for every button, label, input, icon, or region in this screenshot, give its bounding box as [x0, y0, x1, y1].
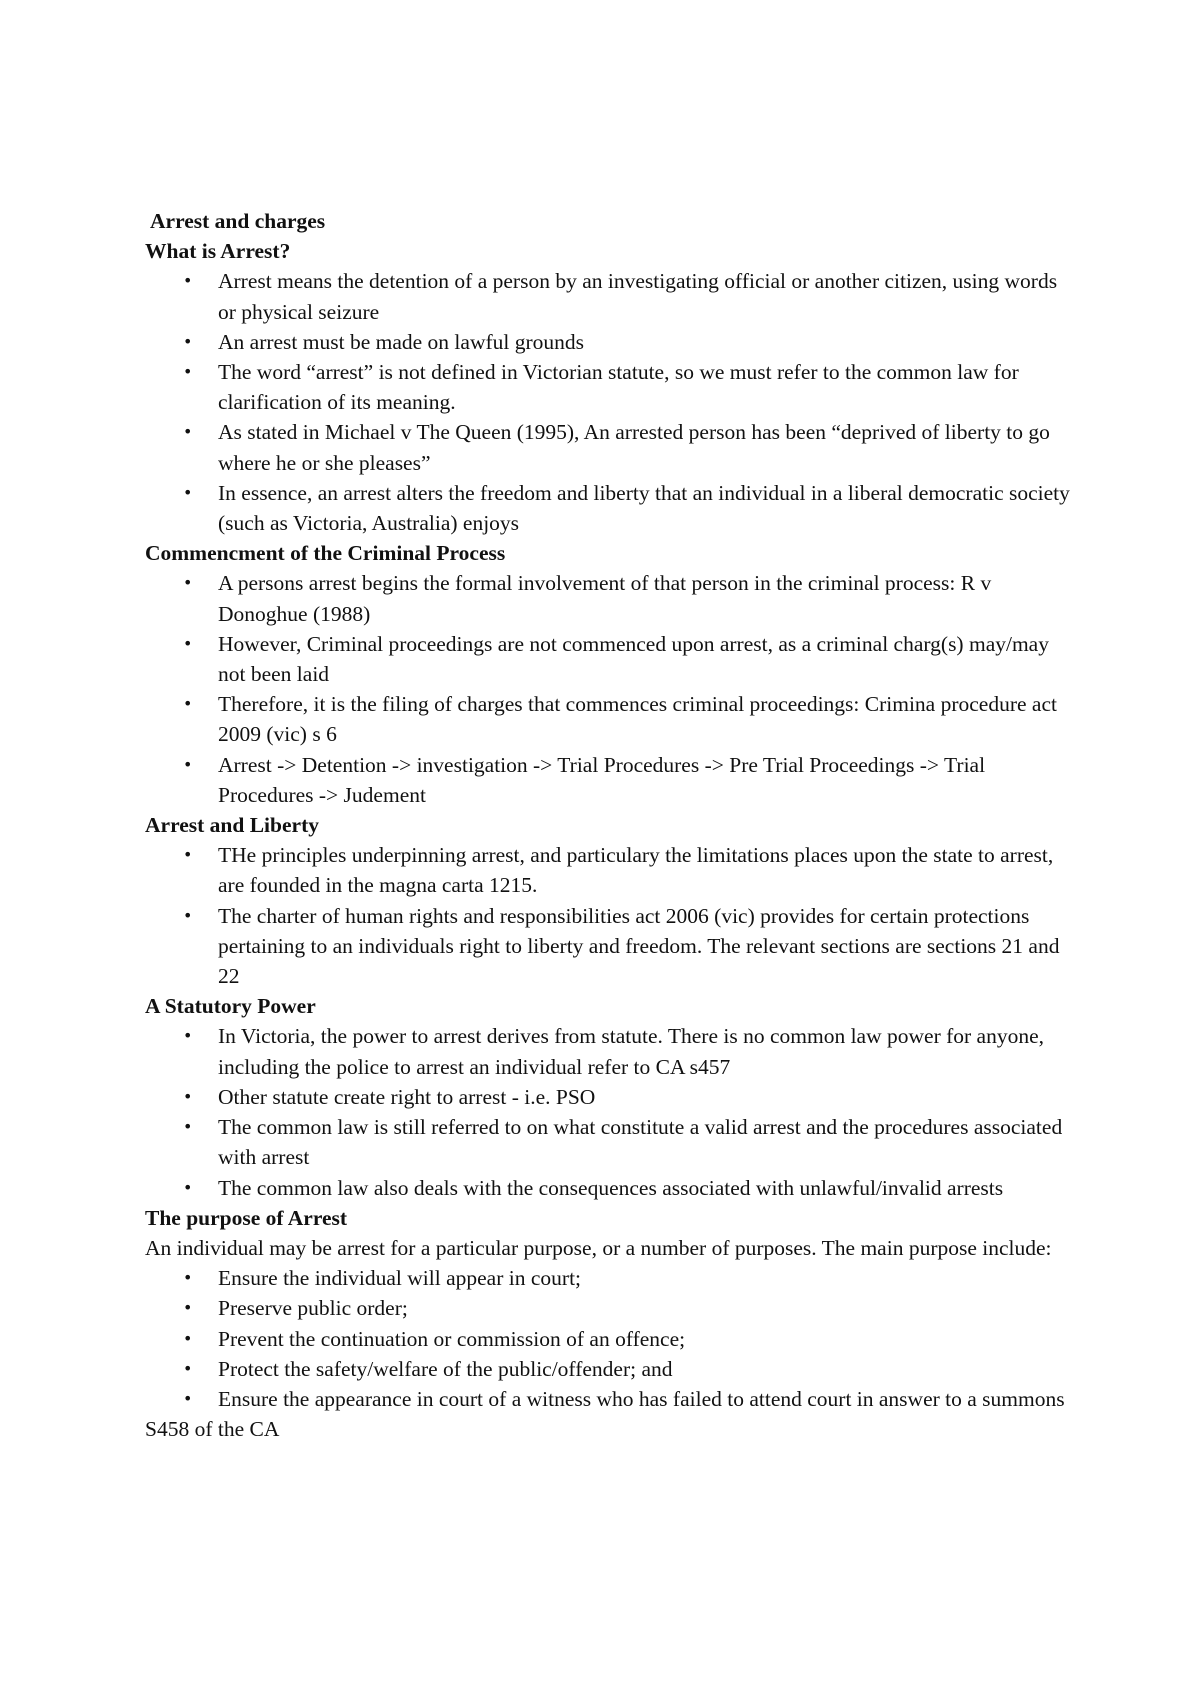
bullet-text: Protect the safety/welfare of the public/offender; and — [218, 1356, 673, 1381]
bullet-item — [145, 1263, 1075, 1293]
bullet-icon: • — [183, 905, 193, 925]
bullet-item — [145, 266, 1075, 326]
section-intro-paragraph: An individual may be arrest for a particular purpose, or a number of purposes. The main purpose include: — [145, 1235, 1052, 1260]
bullet-text: A persons arrest begins the formal involvement of that person in the criminal process: R v Donoghue (1988) — [218, 571, 992, 626]
bullet-item — [145, 478, 1075, 538]
section-heading: Commencment of the Criminal Process — [145, 541, 506, 566]
bullet-icon: • — [183, 573, 193, 593]
bullet-text: Preserve public order; — [218, 1296, 408, 1321]
section-heading: A Statutory Power — [145, 994, 316, 1019]
bullet-text: THe principles underpinning arrest, and particulary the limitations places upon the state to arrest, are founded in the magna carta 1215. — [218, 843, 1054, 898]
bullet-icon: • — [183, 1388, 193, 1408]
bullet-text: The common law also deals with the consequences associated with unlawful/invalid arrests — [218, 1175, 1004, 1200]
document-title: Arrest and charges — [150, 209, 326, 233]
bullet-item — [145, 840, 1075, 900]
bullet-item — [145, 1324, 1075, 1354]
bullet-text: However, Criminal proceedings are not commenced upon arrest, as a criminal charg(s) may/may not been laid — [218, 631, 1049, 687]
bullet-text: In essence, an arrest alters the freedom and liberty that an individual in a liberal democratic society (such as Victoria, Australia) enjoys — [218, 480, 1070, 536]
document-body — [145, 236, 1075, 1444]
bullet-icon: • — [183, 331, 193, 351]
bullet-icon: • — [183, 1268, 193, 1288]
bullet-text: Ensure the individual will appear in court; — [218, 1266, 582, 1291]
bullet-icon: • — [183, 1358, 193, 1378]
bullet-icon: • — [183, 845, 193, 865]
section-heading: What is Arrest? — [145, 239, 291, 264]
bullet-text: The word “arrest” is not defined in Victorian statute, so we must refer to the common law for clarification of its meaning. — [218, 360, 1019, 415]
section-heading: Arrest and Liberty — [145, 813, 319, 838]
bullet-item — [145, 750, 1075, 810]
bullet-text: Arrest means the detention of a person by an investigating official or another citizen, using words or physical seizure — [218, 269, 1058, 324]
bullet-text: The common law is still referred to on what constitute a valid arrest and the procedures associated with arrest — [218, 1115, 1063, 1170]
bullet-icon: • — [183, 362, 193, 382]
bullet-list — [145, 840, 1075, 991]
bullet-icon: • — [183, 1086, 193, 1106]
bullet-text: Ensure the appearance in court of a witness who has failed to attend court in answer to a summons — [218, 1386, 1065, 1411]
bullet-text: Prevent the continuation or commission of an offence; — [218, 1326, 686, 1351]
bullet-icon: • — [183, 422, 193, 442]
bullet-item — [145, 1112, 1075, 1172]
bullet-icon: • — [183, 694, 193, 714]
bullet-item — [145, 357, 1075, 417]
bullet-text: Arrest -> Detention -> investigation -> Trial Procedures -> Pre Trial Proceedings -> Trial Procedures -> Judement — [218, 752, 986, 807]
bullet-item — [145, 568, 1075, 628]
bullet-item — [145, 629, 1075, 689]
bullet-icon: • — [183, 271, 193, 291]
bullet-icon: • — [183, 1117, 193, 1137]
bullet-icon: • — [183, 1026, 193, 1046]
bullet-text: In Victoria, the power to arrest derives from statute. There is no common law power for anyone, including the police to arrest an individual refer to CA s457 — [218, 1024, 1045, 1079]
section-outro-paragraph: S458 of the CA — [145, 1417, 280, 1442]
bullet-item — [145, 1354, 1075, 1384]
bullet-icon: • — [183, 482, 193, 502]
bullet-item — [145, 1082, 1075, 1112]
bullet-item — [145, 1293, 1075, 1323]
bullet-item — [145, 689, 1075, 749]
document-page — [145, 206, 1075, 1444]
bullet-text: The charter of human rights and responsibilities act 2006 (vic) provides for certain protections pertaining to an individuals right to liberty and freedom. The relevant sections are sections 21 and 22 — [218, 903, 1060, 989]
bullet-icon: • — [183, 754, 193, 774]
bullet-icon: • — [183, 1328, 193, 1348]
bullet-text: As stated in Michael v The Queen (1995), An arrested person has been “deprived of liberty to go where he or she pleases” — [218, 420, 1050, 475]
bullet-list — [145, 266, 1075, 538]
bullet-list — [145, 568, 1075, 810]
bullet-icon: • — [183, 633, 193, 653]
bullet-icon: • — [183, 1177, 193, 1197]
bullet-text: Other statute create right to arrest - i.e. PSO — [218, 1084, 596, 1109]
bullet-list — [145, 1021, 1075, 1202]
bullet-item — [145, 327, 1075, 357]
section-heading: The purpose of Arrest — [145, 1205, 348, 1230]
bullet-item — [145, 901, 1075, 992]
bullet-item — [145, 1021, 1075, 1081]
bullet-text: Therefore, it is the filing of charges that commences criminal proceedings: Crimina procedure act 2009 (vic) s 6 — [218, 692, 1057, 747]
bullet-item — [145, 1173, 1075, 1203]
bullet-list — [145, 1263, 1075, 1414]
bullet-item — [145, 417, 1075, 477]
bullet-item — [145, 1384, 1075, 1414]
bullet-icon: • — [183, 1298, 193, 1318]
bullet-text: An arrest must be made on lawful grounds — [218, 329, 585, 354]
